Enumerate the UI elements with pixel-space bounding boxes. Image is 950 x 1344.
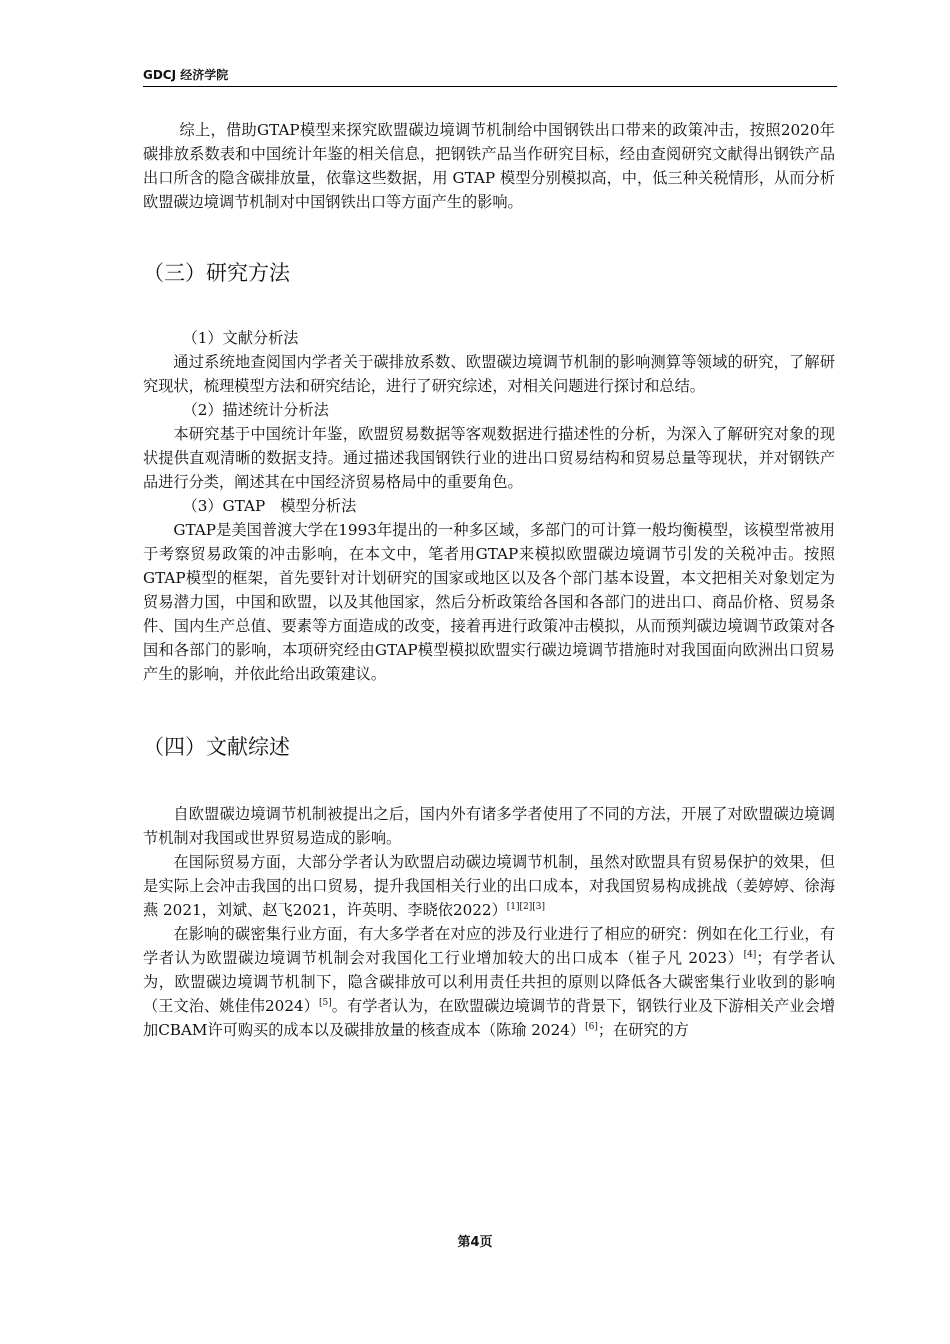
method-title-gtap-model: （3）GTAP 模型分析法 [182,497,357,515]
review-paragraph-3-text-b: ；有学者认为，欧盟碳边境调节机制下，隐含碳排放可以利用责任共担的原则以降低各大碳密集行业收到的影响（王文治、姚佳伟2024） [143,949,836,1015]
review-paragraph-2-text: 在国际贸易方面，大部分学者认为欧盟启动碳边境调节机制，虽然对欧盟具有贸易保护的效果，但是实际上会冲击我国的出口贸易，提升我国相关行业的出口成本，对我国贸易构成挑战（姜婷婷、徐海燕 2021，刘斌、赵飞2021，许英明、李晓依2022） [143,853,835,919]
header-divider [143,86,837,87]
citation-ref: [5] [318,998,332,1008]
method-text-literature-analysis: 通过系统地查阅国内学者关于碳排放系数、欧盟碳边境调节机制的影响测算等领域的研究，了解研究现状，梳理模型方法和研究结论，进行了研究综述，对相关问题进行探讨和总结。 [143,353,835,395]
section-heading-research-methods: （三）研究方法 [143,261,290,285]
review-paragraph-3-text-a: 在影响的碳密集行业方面，有大多学者在对应的涉及行业进行了相应的研究：例如在化工行业，有学者认为欧盟碳边境调节机制会对我国化工行业增加较大的出口成本（崔子凡 2023） [143,925,835,967]
intro-paragraph: 综上，借助GTAP模型来探究欧盟碳边境调节机制给中国钢铁出口带来的政策冲击，按照2020年碳排放系数表和中国统计年鉴的相关信息，把钢铁产品当作研究目标，经由查阅研究文献得出钢铁产品出口所含的隐含碳排放量，依靠这些数据，用 GTAP 模型分别模拟高，中，低三种关税情形，从而分析欧盟碳边境调节机制对中国钢铁出口等方面产生的影响。 [143,121,835,211]
citation-ref: [4] [743,950,757,960]
review-paragraph-2 [143,850,835,922]
section-heading-literature-review: （四）文献综述 [143,735,290,759]
review-paragraph-3 [143,922,835,1042]
method-text-descriptive-statistics: 本研究基于中国统计年鉴，欧盟贸易数据等客观数据进行描述性的分析，为深入了解研究对象的现状提供直观清晰的数据支持。通过描述我国钢铁行业的进出口贸易结构和贸易总量等现状，并对钢铁产品进行分类，阐述其在中国经济贸易格局中的重要角色。 [143,425,835,491]
review-paragraph-3-text-c: 。有学者认为，在欧盟碳边境调节的背景下，钢铁行业及下游相关产业会增加CBAM许可购买的成本以及碳排放量的核查成本（陈瑜 2024） [143,997,836,1039]
method-title-descriptive-statistics: （2）描述统计分析法 [182,401,329,419]
review-paragraph-3-text-d: ；在研究的方 [597,1021,689,1039]
document-body [143,118,835,1042]
review-paragraph-1: 自欧盟碳边境调节机制被提出之后，国内外有诸多学者使用了不同的方法，开展了对欧盟碳边境调节机制对我国或世界贸易造成的影响。 [143,805,835,847]
page-number: 第4页 [457,1235,493,1250]
method-title-literature-analysis: （1）文献分析法 [182,329,299,347]
method-text-gtap-model: GTAP是美国普渡大学在1993年提出的一种多区域，多部门的可计算一般均衡模型，该模型常被用于考察贸易政策的冲击影响，在本文中，笔者用GTAP来模拟欧盟碳边境调节引发的关税冲击。按照GTAP模型的框架，首先要针对计划研究的国家或地区以及各个部门基本设置，本文把相关对象划定为贸易潜力国，中国和欧盟，以及其他国家，然后分析政策给各国和各部门的进出口、商品价格、贸易条件、国内生产总值、要素等方面造成的改变，接着再进行政策冲击模拟，从而预判碳边境调节政策对各国和各部门的影响，本项研究经由GTAP模型模拟欧盟实行碳边境调节措施时对我国面向欧洲出口贸易产生的影响，并依此给出政策建议。 [143,521,835,683]
page-header: GDCJ 经济学院 [143,68,229,82]
citation-ref: [1][2][3] [506,902,546,912]
citation-ref: [6] [585,1022,598,1032]
